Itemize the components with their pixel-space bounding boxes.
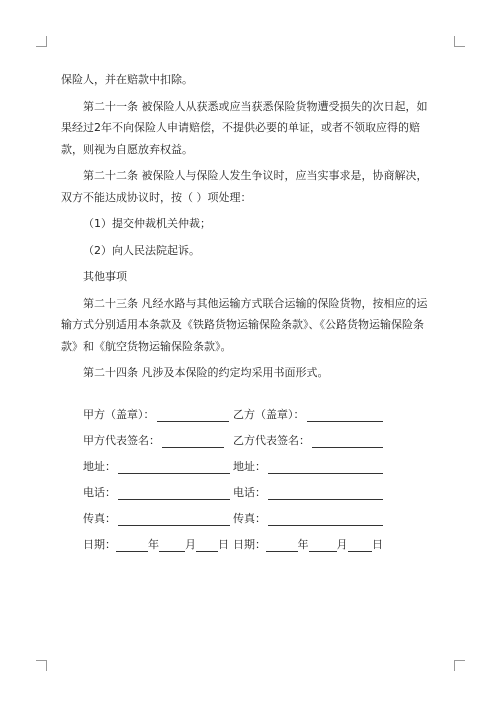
party-b-rep [233, 432, 383, 448]
article-24: 第二十四条 凡涉及本保险的约定均采用书面形式。 [83, 366, 329, 379]
party-b-phone [233, 484, 383, 500]
party-a-fax-label: 传真： [83, 512, 116, 525]
party-b-phone-field[interactable] [268, 487, 383, 500]
party-b-address-label: 地址： [233, 460, 266, 473]
party-a-fax [83, 510, 233, 526]
party-a-year-label: 年 [148, 538, 159, 551]
date-row [83, 526, 423, 552]
option-1: （1）提交仲裁机关仲裁； [83, 217, 211, 230]
party-b-day-field[interactable] [348, 539, 373, 552]
option-2: （2）向人民法院起诉。 [83, 243, 200, 257]
section-heading: 其他事项 [83, 270, 127, 283]
party-b-seal-field[interactable] [307, 409, 384, 422]
party-a-address [83, 458, 233, 474]
party-a-month-field[interactable] [159, 539, 185, 552]
party-b-fax [233, 510, 383, 526]
party-a-address-field[interactable] [118, 461, 230, 474]
party-b-phone-label: 电话： [233, 486, 266, 499]
party-b-fax-field[interactable] [268, 513, 383, 526]
signature-form [83, 396, 423, 552]
party-b-seal [233, 406, 383, 422]
party-a-fax-field[interactable] [118, 513, 230, 526]
party-b-fax-label: 传真： [233, 512, 266, 525]
representative-row [83, 422, 423, 448]
party-b-month-field[interactable] [309, 539, 337, 552]
party-b-address-field[interactable] [268, 461, 383, 474]
party-a-seal-field[interactable] [157, 409, 229, 422]
paragraph: 保险人，并在赔款中扣除。 [61, 73, 193, 86]
party-a-day-label: 日 [218, 538, 229, 551]
party-a-address-label: 地址： [83, 460, 116, 473]
article-23: 第二十三条 凡经水路与其他运输方式联合运输的保险货物，按相应的运输方式分别适用本条款及《铁路货物运输保险条款》、《公路货物运输保险条款》和《航空货物运输保险条款》。 [61, 296, 428, 353]
party-a-seal-label: 甲方（盖章）： [83, 408, 155, 421]
party-b-year-label: 年 [297, 538, 309, 551]
party-b-date [233, 536, 383, 552]
party-b-rep-field[interactable] [312, 435, 383, 448]
article-21: 第二十一条 被保险人从获悉或应当获悉保险货物遭受损失的次日起，如果经过2年不向保险人申请赔偿，不提供必要的单证，或者不领取应得的赔款，则视为自愿放弃权益。 [61, 99, 428, 156]
document-body [61, 69, 435, 389]
party-a-rep-field[interactable] [162, 435, 224, 448]
party-b-rep-label: 乙方代表签名： [233, 434, 310, 447]
party-a-year-field[interactable] [116, 539, 148, 552]
party-a-seal [83, 406, 233, 422]
party-b-day-label: 日 [372, 538, 383, 551]
party-a-phone-label: 电话： [83, 486, 116, 499]
party-a-phone-field[interactable] [118, 487, 230, 500]
crop-mark-bottom-right [454, 660, 465, 671]
party-a-date-label: 日期： [83, 538, 116, 551]
party-a-rep [83, 432, 233, 448]
party-b-month-label: 月 [336, 538, 348, 551]
crop-mark-top-left [36, 36, 47, 47]
crop-mark-bottom-left [36, 660, 47, 671]
seal-row [83, 396, 423, 422]
address-row [83, 448, 423, 474]
party-b-seal-label: 乙方（盖章）： [233, 408, 305, 421]
crop-mark-top-right [454, 36, 465, 47]
party-a-day-field[interactable] [196, 539, 218, 552]
phone-row [83, 474, 423, 500]
party-a-month-label: 月 [185, 538, 196, 551]
article-22: 第二十二条 被保险人与保险人发生争议时，应当实事求是，协商解决，双方不能达成协议时，按（ ）项处理： [61, 169, 428, 204]
party-a-rep-label: 甲方代表签名： [83, 434, 160, 447]
party-b-year-field[interactable] [266, 539, 298, 552]
party-a-phone [83, 484, 233, 500]
party-a-date [83, 536, 233, 552]
party-b-date-label: 日期： [233, 538, 266, 551]
fax-row [83, 500, 423, 526]
party-b-address [233, 458, 383, 474]
